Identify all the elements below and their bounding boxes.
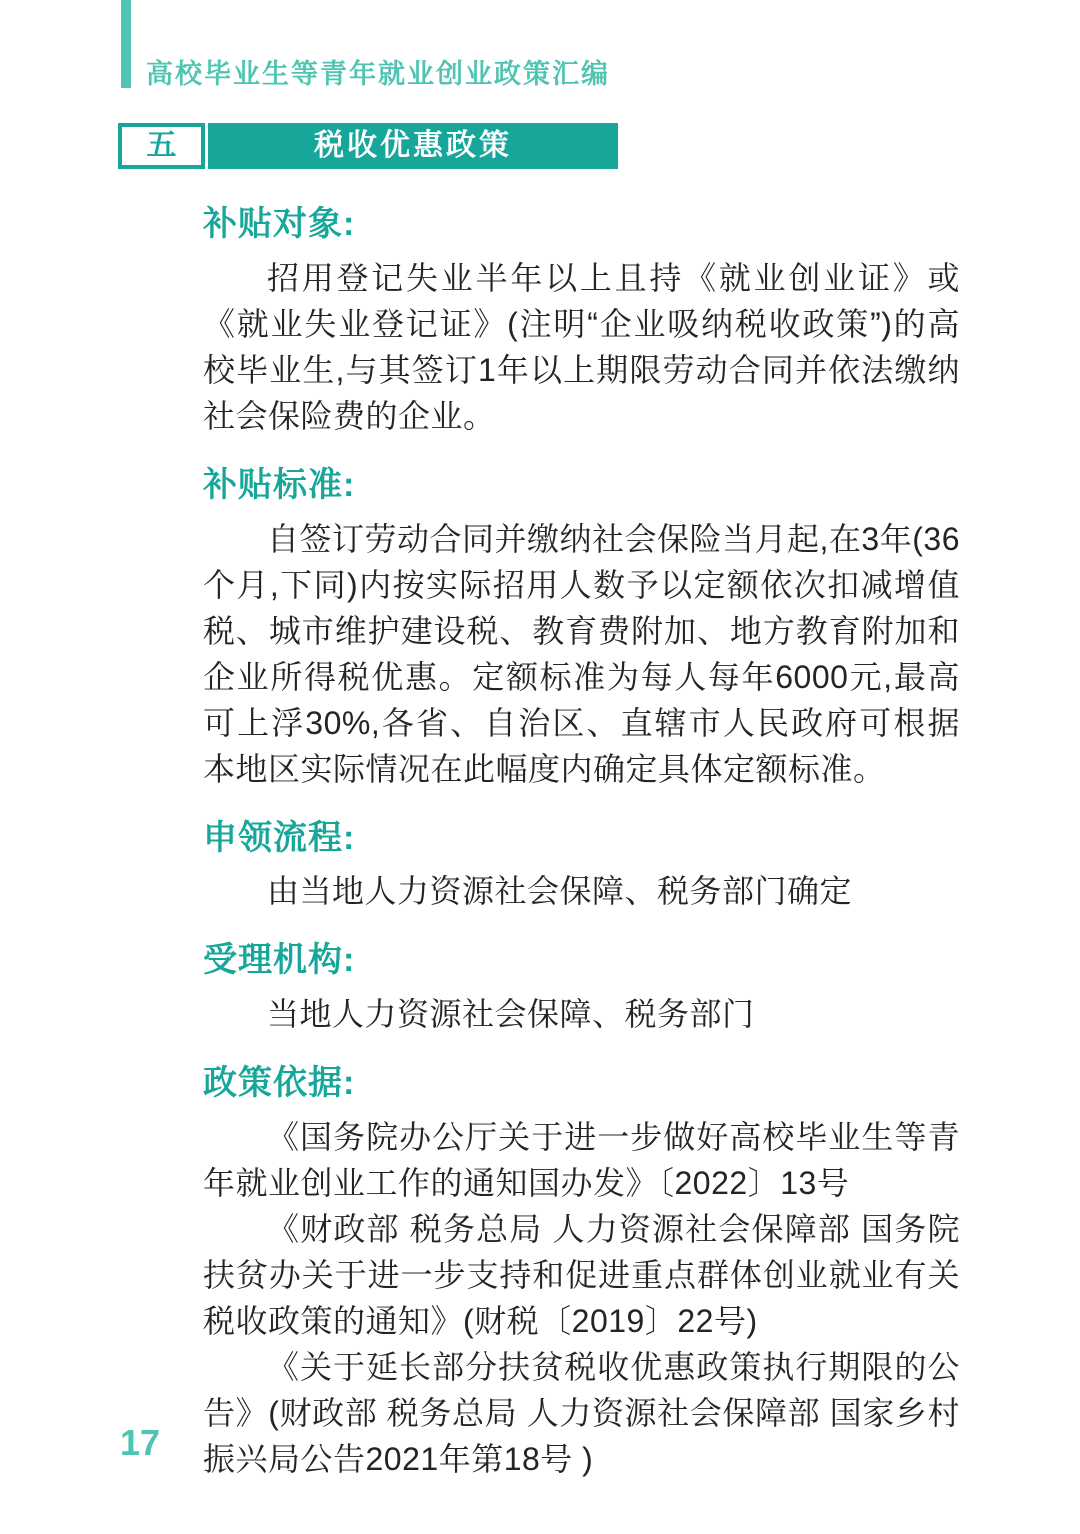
section-title-banner	[208, 123, 618, 169]
section-heading: 受理机构:	[203, 941, 356, 980]
section-heading: 政策依据:	[203, 1064, 356, 1103]
page-number: 17	[120, 1422, 161, 1463]
paragraph: 《国务院办公厅关于进一步做好高校毕业生等青年就业创业工作的通知国办发》〔2022〕13号	[203, 1118, 960, 1201]
section-accepting-agency	[203, 940, 960, 1037]
section-title: 税收优惠政策	[314, 129, 512, 162]
section-subsidy-target	[203, 204, 960, 439]
section-subsidy-standard	[203, 465, 960, 792]
header-accent-bar	[121, 0, 131, 88]
paragraph: 由当地人力资源社会保障、税务部门确定	[267, 873, 853, 910]
section-heading: 补贴对象:	[203, 205, 356, 243]
section-policy-basis	[203, 1063, 960, 1482]
section-heading: 补贴标准:	[203, 465, 356, 504]
section-number: 五	[146, 129, 177, 162]
page-header-title: 高校毕业生等青年就业创业政策汇编	[146, 59, 610, 89]
paragraph: 自签订劳动合同并缴纳社会保险当月起,在3年(36个月,下同)内按实际招用人数予以定额依次扣减增值税、城市维护建设税、教育费附加、地方教育附加和企业所得税优惠。定额标准为每人每年6000元,最高可上浮30%,各省、自治区、直辖市人民政府可根据本地区实际情况在此幅度内确定具体定额标准。	[203, 520, 960, 787]
section-application-process	[203, 818, 960, 915]
paragraph: 《关于延长部分扶贫税收优惠政策执行期限的公告》(财政部 税务总局 人力资源社会保障部 国家乡村振兴局公告2021年第18号 )	[203, 1348, 960, 1477]
section-heading: 申领流程:	[203, 818, 356, 857]
content-area	[203, 178, 960, 1482]
paragraph: 当地人力资源社会保障、税务部门	[267, 996, 755, 1033]
section-banner-row	[118, 123, 618, 169]
paragraph: 《财政部 税务总局 人力资源社会保障部 国务院扶贫办关于进一步支持和促进重点群体创业就业有关税收政策的通知》(财税〔2019〕22号)	[203, 1210, 960, 1339]
paragraph: 招用登记失业半年以上且持《就业创业证》或《就业失业登记证》(注明“企业吸纳税收政策”)的高校毕业生,与其签订1年以上期限劳动合同并依法缴纳社会保险费的企业。	[203, 259, 960, 434]
section-number-badge	[118, 123, 205, 169]
